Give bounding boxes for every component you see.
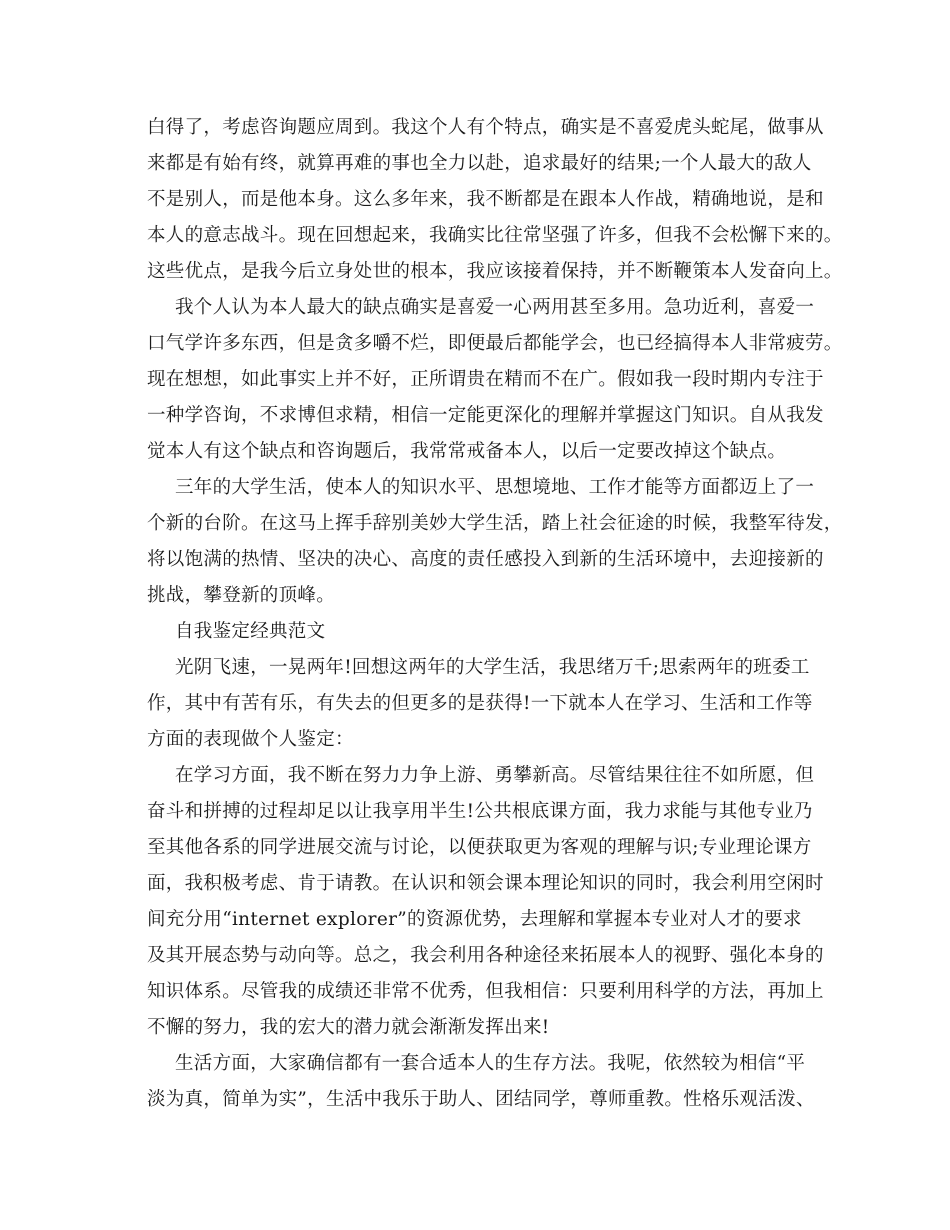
text-line: 口气学许多东西，但是贪多嚼不烂，即便最后都能学会，也已经搞得本人非常疲劳。	[147, 333, 843, 354]
text-line: 及其开展态势与动向等。总之，我会利用各种途径来拓展本人的视野、强化本身的	[147, 945, 824, 966]
text-line: 方面的表现做个人鉴定：	[147, 729, 354, 750]
text-line: 个新的台阶。在这马上挥手辞别美妙大学生活，踏上社会征途的时候，我整军待发，	[147, 513, 843, 534]
text-line: 面，我积极考虑、肯于请教。在认识和领会课本理论知识的同时，我会利用空闲时	[147, 873, 824, 894]
paragraph-first-line: 光阴飞速，一晃两年!回想这两年的大学生活，我思绪万千;思索两年的班委工	[175, 657, 810, 678]
paragraph-first-line: 在学习方面，我不断在努力力争上游、勇攀新高。尽管结果往往不如所愿，但	[175, 765, 815, 786]
document-body	[147, 110, 843, 1118]
text-line: 作，其中有苦有乐，有失去的但更多的是获得!一下就本人在学习、生活和工作等	[147, 693, 813, 714]
text-line: 知识体系。尽管我的成绩还非常不优秀，但我相信：只要利用科学的方法，再加上	[147, 981, 824, 1002]
text-line: 不懈的努力，我的宏大的潜力就会渐渐发挥出来!	[147, 1017, 550, 1038]
paragraph-first-line: 我个人认为本人最大的缺点确实是喜爱一心两用甚至多用。急功近利，喜爱一	[175, 297, 815, 318]
text-line: 不是别人，而是他本身。这么多年来，我不断都是在跟本人作战，精确地说，是和	[147, 189, 824, 210]
text-line: 挑战，攀登新的顶峰。	[147, 585, 336, 606]
text-line: 淡为真，简单为实”，生活中我乐于助人、团结同学，尊师重教。性格乐观活泼、	[147, 1089, 815, 1110]
text-line: 将以饱满的热情、坚决的决心、高度的责任感投入到新的生活环境中，去迎接新的	[147, 549, 824, 570]
paragraph-first-line: 生活方面，大家确信都有一套合适本人的生存方法。我呢，依然较为相信“平	[175, 1053, 806, 1074]
text-line: 至其他各系的同学进展交流与讨论，以便获取更为客观的理解与识;专业理论课方	[147, 837, 812, 858]
text-line: 一种学咨询，不求博但求精，相信一定能更深化的理解并掌握这门知识。自从我发	[147, 405, 824, 426]
section-heading: 自我鉴定经典范文	[175, 621, 326, 642]
text-line: 来都是有始有终，就算再难的事也全力以赴，追求最好的结果;一个人最大的敌人	[147, 153, 812, 174]
text-line: 间充分用“internet explorer”的资源优势，去理解和掌握本专业对人才的要求	[147, 909, 802, 930]
text-line: 觉本人有这个缺点和咨询题后，我常常戒备本人，以后一定要改掉这个缺点。	[147, 441, 787, 462]
text-line: 这些优点，是我今后立身处世的根本，我应该接着保持，并不断鞭策本人发奋向上。	[147, 261, 843, 282]
paragraph-first-line: 三年的大学生活，使本人的知识水平、思想境地、工作才能等方面都迈上了一	[175, 477, 815, 498]
text-line: 本人的意志战斗。现在回想起来，我确实比往常坚强了许多，但我不会松懈下来的。	[147, 225, 843, 246]
text-line: 现在想想，如此事实上并不好，正所谓贵在精而不在广。假如我一段时期内专注于	[147, 369, 824, 390]
text-line: 白得了，考虑咨询题应周到。我这个人有个特点，确实是不喜爱虎头蛇尾，做事从	[147, 117, 824, 138]
text-line: 奋斗和拼搏的过程却足以让我享用半生!公共根底课方面，我力求能与其他专业乃	[147, 801, 813, 822]
